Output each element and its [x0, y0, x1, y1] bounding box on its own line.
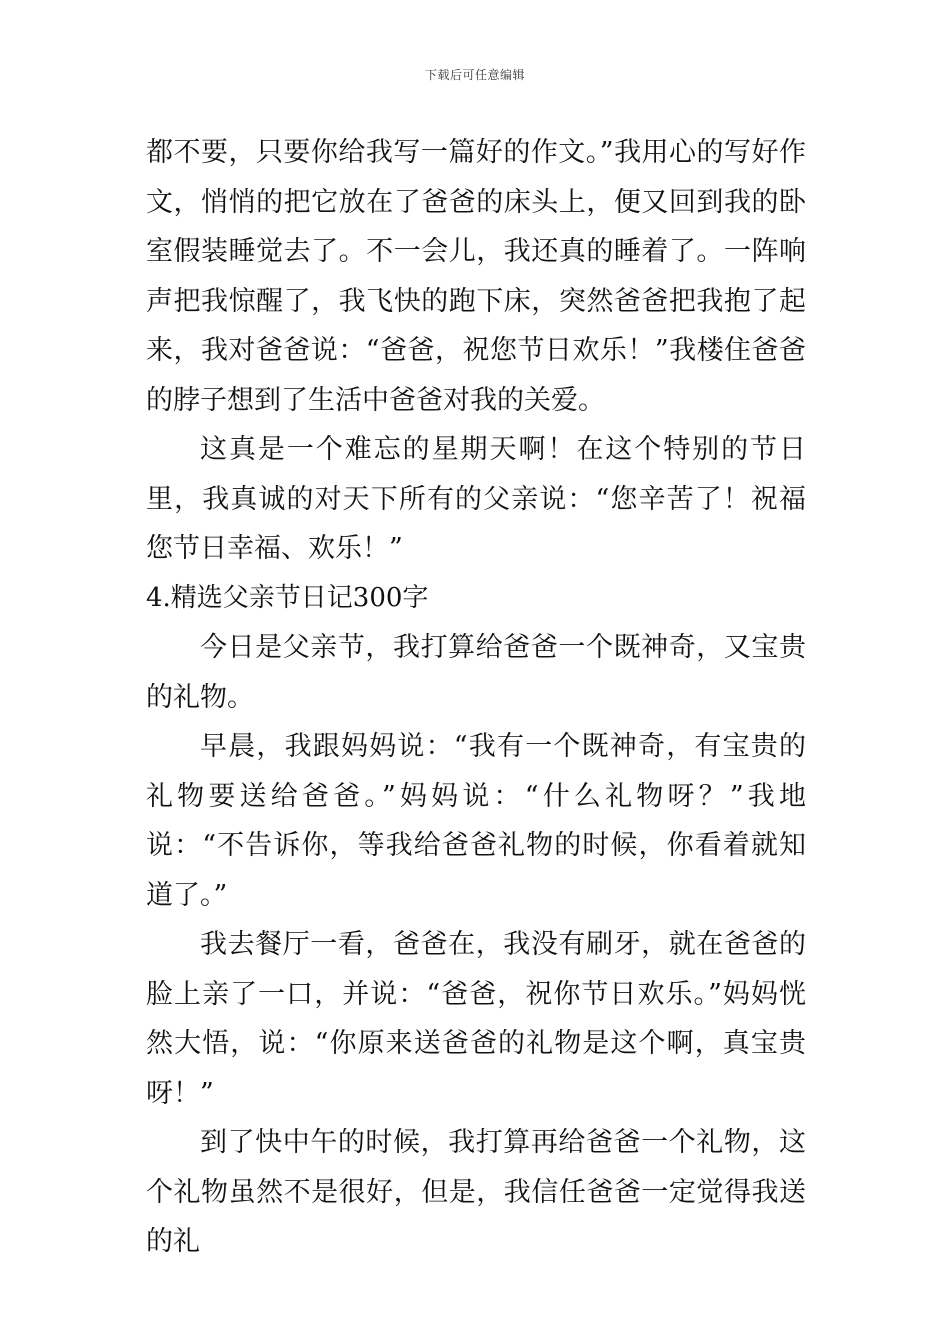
page-header: 下载后可任意编辑 [424, 68, 525, 82]
paragraph-3: 今日是父亲节，我打算给爸爸一个既神奇，又宝贵的礼物。 [146, 632, 806, 713]
paragraph-2: 这真是一个难忘的星期天啊！在这个特别的节日里，我真诚的对天下所有的父亲说：“您辛苦了！祝福您节日幸福、欢乐！” [146, 434, 806, 564]
section-heading: 4.精选父亲节日记300字 [146, 582, 429, 613]
paragraph-4: 早晨，我跟妈妈说：“我有一个既神奇，有宝贵的礼物要送给爸爸。”妈妈说：“什么礼物呀？”我地说：“不告诉你，等我给爸爸礼物的时候，你看着就知道了。” [146, 731, 806, 911]
paragraph-1: 都不要，只要你给我写一篇好的作文。”我用心的写好作文，悄悄的把它放在了爸爸的床头上，便又回到我的卧室假装睡觉去了。不一会儿，我还真的睡着了。一阵响声把我惊醒了，我飞快的跑下床，突然爸爸把我抱了起来，我对爸爸说：“爸爸，祝您节日欢乐！”我楼住爸爸的脖子想到了生活中爸爸对我的关爱。 [146, 137, 806, 416]
document-body [146, 128, 806, 1267]
paragraph-6: 到了快中午的时候，我打算再给爸爸一个礼物，这个礼物虽然不是很好，但是，我信任爸爸一定觉得我送的礼 [146, 1127, 806, 1257]
paragraph-5: 我去餐厅一看，爸爸在，我没有刷牙，就在爸爸的脸上亲了一口，并说：“爸爸，祝你节日欢乐。”妈妈恍然大悟，说：“你原来送爸爸的礼物是这个啊，真宝贵呀！” [146, 929, 806, 1109]
